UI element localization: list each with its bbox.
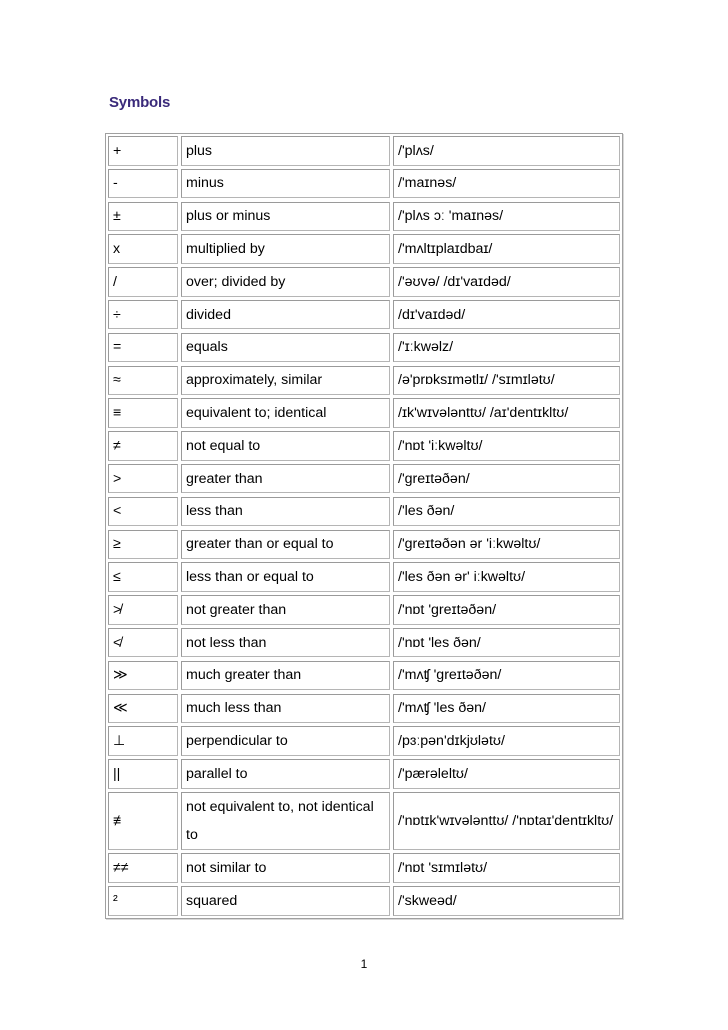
symbol-cell: ≯ <box>108 595 178 625</box>
table-row <box>108 431 620 461</box>
symbol-cell: ≮ <box>108 628 178 658</box>
name-cell: divided <box>181 300 390 330</box>
pronunciation-cell: /'əʊvə/ /dɪ'vaɪdəd/ <box>393 267 620 297</box>
symbol-cell: ± <box>108 202 178 232</box>
pronunciation-cell: /'nɒt 'les ðən/ <box>393 628 620 658</box>
symbol-cell: = <box>108 333 178 363</box>
symbol-cell: ≢ <box>108 792 178 850</box>
section-heading: Symbols <box>109 94 171 111</box>
pronunciation-cell: /ɪk'wɪvələnttʊ/ /aɪ'dentɪkltʊ/ <box>393 398 620 428</box>
pronunciation-cell: /dɪ'vaɪdəd/ <box>393 300 620 330</box>
table-row <box>108 792 620 850</box>
name-cell: approximately, similar <box>181 366 390 396</box>
pronunciation-cell: /'mʌʧ 'greɪtəðən/ <box>393 661 620 691</box>
name-cell: parallel to <box>181 759 390 789</box>
name-cell: much greater than <box>181 661 390 691</box>
symbol-cell: + <box>108 136 178 166</box>
symbol-cell: || <box>108 759 178 789</box>
pronunciation-cell: /'plʌs ɔː 'maɪnəs/ <box>393 202 620 232</box>
symbol-cell: ⊥ <box>108 726 178 756</box>
name-cell: squared <box>181 886 390 916</box>
name-cell: multiplied by <box>181 234 390 264</box>
pronunciation-cell: /'les ðən/ <box>393 497 620 527</box>
symbol-cell: ÷ <box>108 300 178 330</box>
name-cell: less than <box>181 497 390 527</box>
table-row <box>108 169 620 199</box>
table-row <box>108 661 620 691</box>
symbol-cell: > <box>108 464 178 494</box>
pronunciation-cell: /'skweəd/ <box>393 886 620 916</box>
symbol-cell: x <box>108 234 178 264</box>
pronunciation-cell: /'nɒt 'sɪmɪlətʊ/ <box>393 853 620 883</box>
name-cell: not greater than <box>181 595 390 625</box>
table-row <box>108 136 620 166</box>
symbol-cell: ≫ <box>108 661 178 691</box>
pronunciation-cell: /'mʌʧ 'les ðən/ <box>393 694 620 724</box>
pronunciation-cell: /'nɒt 'iːkwəltʊ/ <box>393 431 620 461</box>
table-row <box>108 202 620 232</box>
symbol-cell: ≠ <box>108 431 178 461</box>
table-row <box>108 497 620 527</box>
name-cell: equals <box>181 333 390 363</box>
symbol-cell: < <box>108 497 178 527</box>
pronunciation-cell: /'pærəleltʊ/ <box>393 759 620 789</box>
table-row <box>108 234 620 264</box>
symbol-cell: ≤ <box>108 562 178 592</box>
name-cell: not equivalent to, not identical to <box>181 792 390 850</box>
name-cell: greater than or equal to <box>181 530 390 560</box>
name-cell: greater than <box>181 464 390 494</box>
table-row <box>108 726 620 756</box>
symbol-cell: ≥ <box>108 530 178 560</box>
pronunciation-cell: /'ɪːkwəlz/ <box>393 333 620 363</box>
table-row <box>108 694 620 724</box>
name-cell: plus <box>181 136 390 166</box>
symbol-cell: ≡ <box>108 398 178 428</box>
table-row <box>108 759 620 789</box>
pronunciation-cell: /'maɪnəs/ <box>393 169 620 199</box>
pronunciation-cell: /'nɒt 'greɪtəðən/ <box>393 595 620 625</box>
pronunciation-cell: /'nɒtɪk'wɪvələnttʊ/ /'nɒtaɪ'dentɪkltʊ/ <box>393 792 620 850</box>
pronunciation-cell: /'mʌltɪplaɪdbaɪ/ <box>393 234 620 264</box>
table-row <box>108 398 620 428</box>
symbol-cell: ≠≠ <box>108 853 178 883</box>
name-cell: not similar to <box>181 853 390 883</box>
table-row <box>108 366 620 396</box>
name-cell: much less than <box>181 694 390 724</box>
name-cell: over; divided by <box>181 267 390 297</box>
name-cell: minus <box>181 169 390 199</box>
name-cell: not equal to <box>181 431 390 461</box>
name-cell: equivalent to; identical <box>181 398 390 428</box>
pronunciation-cell: /ə'prɒksɪmətlɪ/ /'sɪmɪlətʊ/ <box>393 366 620 396</box>
symbol-cell: ² <box>108 886 178 916</box>
symbol-cell: / <box>108 267 178 297</box>
table-row <box>108 562 620 592</box>
symbol-cell: ≈ <box>108 366 178 396</box>
table-row <box>108 853 620 883</box>
pronunciation-cell: /pɜːpən'dɪkjʊlətʊ/ <box>393 726 620 756</box>
page-number: 1 <box>360 957 368 971</box>
name-cell: not less than <box>181 628 390 658</box>
name-cell: plus or minus <box>181 202 390 232</box>
symbol-cell: - <box>108 169 178 199</box>
pronunciation-cell: /'greɪtəðən/ <box>393 464 620 494</box>
pronunciation-cell: /'plʌs/ <box>393 136 620 166</box>
symbols-table <box>105 133 623 919</box>
pronunciation-cell: /'les ðən ər' iːkwəltʊ/ <box>393 562 620 592</box>
table-row <box>108 300 620 330</box>
table-row <box>108 628 620 658</box>
table-row <box>108 595 620 625</box>
table-row <box>108 530 620 560</box>
table-row <box>108 333 620 363</box>
table-row <box>108 267 620 297</box>
table-row <box>108 886 620 916</box>
name-cell: perpendicular to <box>181 726 390 756</box>
symbol-cell: ≪ <box>108 694 178 724</box>
name-cell: less than or equal to <box>181 562 390 592</box>
pronunciation-cell: /'greɪtəðən ər 'iːkwəltʊ/ <box>393 530 620 560</box>
table-row <box>108 464 620 494</box>
